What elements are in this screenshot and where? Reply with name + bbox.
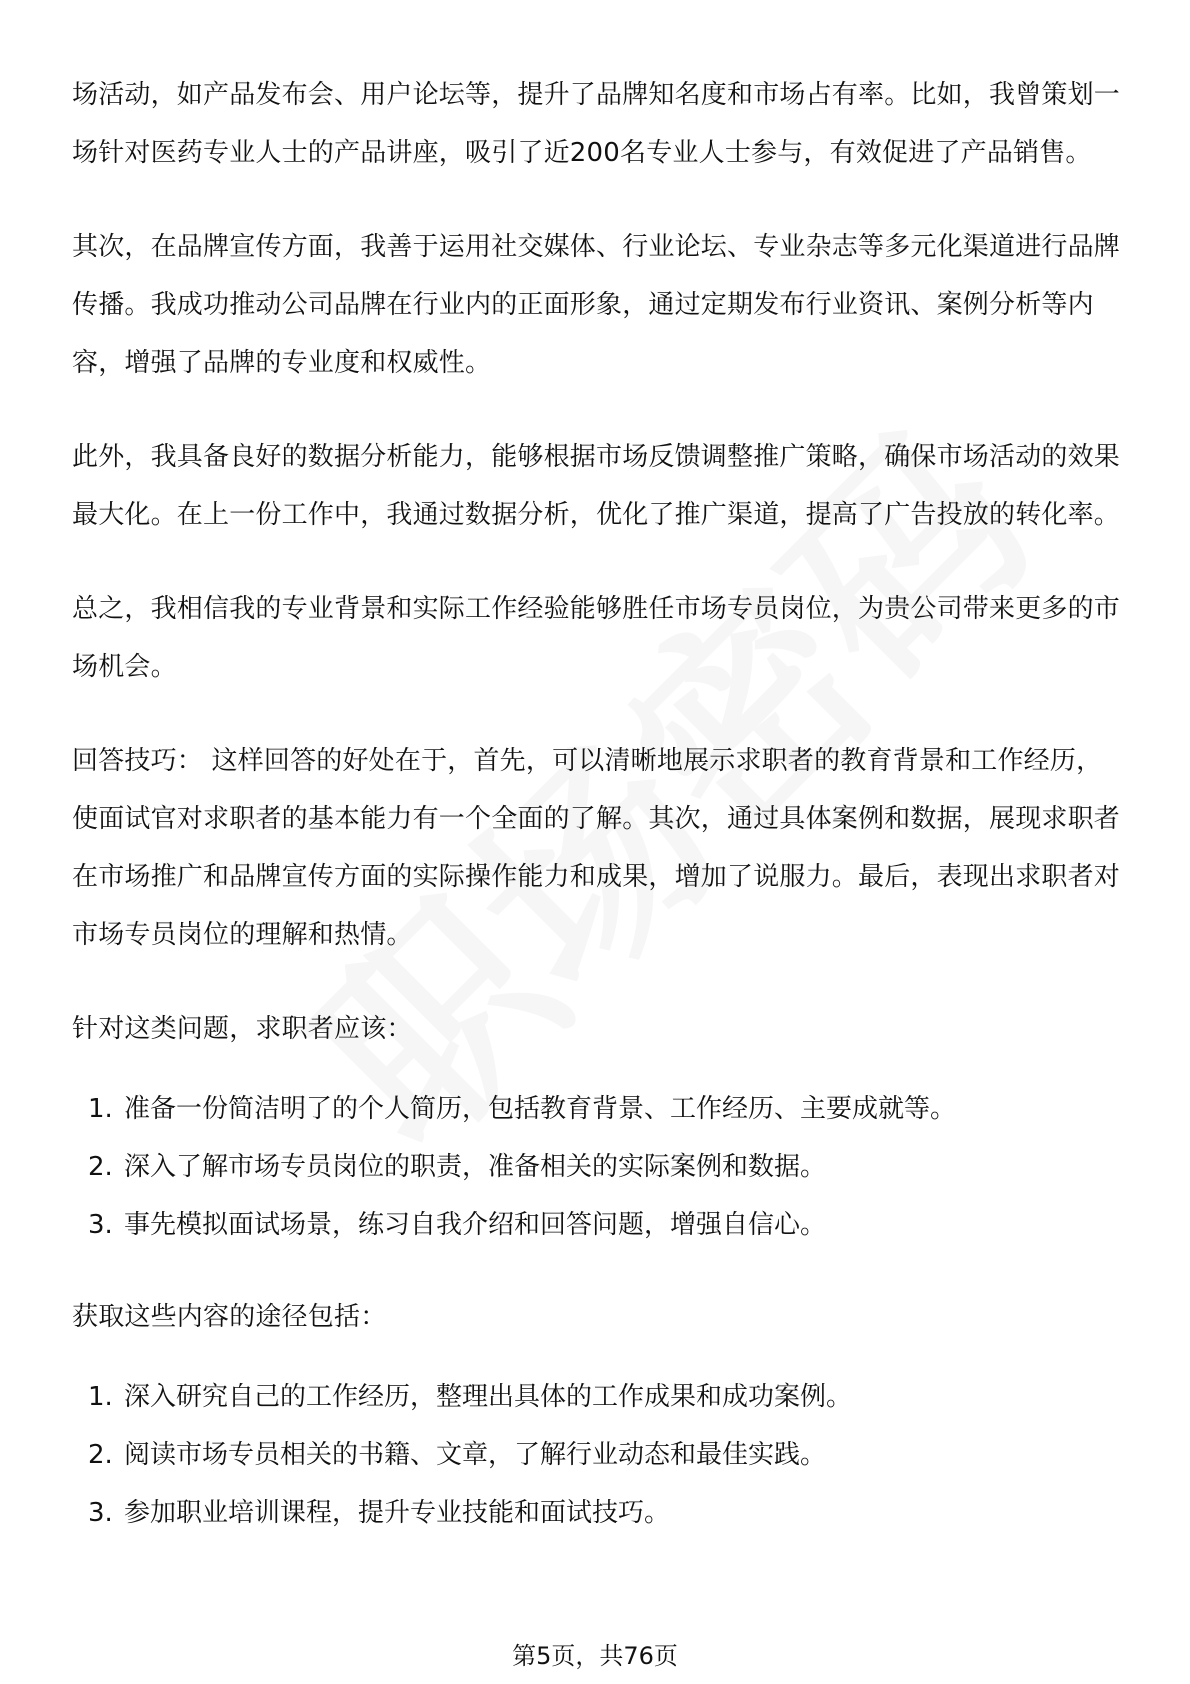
list-item-text: 参加职业培训课程，提升专业技能和面试技巧。 [124, 1498, 671, 1528]
paragraph: 场活动，如产品发布会、用户论坛等，提升了品牌知名度和市场占有率。比如，我曾策划一场针对医药专业人士的产品讲座，吸引了近200名专业人士参与，有效促进了产品销售。 [72, 80, 1121, 168]
list-item-text: 深入了解市场专员岗位的职责，准备相关的实际案例和数据。 [124, 1152, 827, 1182]
sources-list [72, 1368, 1122, 1542]
list-item [72, 1196, 1122, 1254]
paragraph: 此外，我具备良好的数据分析能力，能够根据市场反馈调整推广策略，确保市场活动的效果最大化。在上一份工作中，我通过数据分析，优化了推广渠道，提高了广告投放的转化率。 [72, 442, 1121, 530]
page-body [72, 66, 1122, 1576]
list-item-text: 准备一份简洁明了的个人简历，包括教育背景、工作经历、主要成就等。 [124, 1094, 957, 1124]
advice-list [72, 1080, 1122, 1254]
list-item [72, 1426, 1122, 1484]
list-item-text: 阅读市场专员相关的书籍、文章，了解行业动态和最佳实践。 [124, 1440, 827, 1470]
paragraph: 其次，在品牌宣传方面，我善于运用社交媒体、行业论坛、专业杂志等多元化渠道进行品牌传播。我成功推动公司品牌在行业内的正面形象，通过定期发布行业资讯、案例分析等内容，增强了品牌的专业度和权威性。 [72, 232, 1121, 378]
list-item-number: 1. [88, 1094, 113, 1124]
page-number-footer: 第5页，共76页 [512, 1642, 678, 1670]
list-item-number: 3. [88, 1210, 113, 1240]
list-item-number: 3. [88, 1498, 113, 1528]
paragraph: 总之，我相信我的专业背景和实际工作经验能够胜任市场专员岗位，为贵公司带来更多的市场机会。 [72, 594, 1121, 682]
list-item [72, 1484, 1122, 1542]
list-item-text: 事先模拟面试场景，练习自我介绍和回答问题，增强自信心。 [124, 1210, 827, 1240]
list-item-text: 深入研究自己的工作经历，整理出具体的工作成果和成功案例。 [124, 1382, 853, 1412]
list-item-number: 1. [88, 1382, 113, 1412]
tips-paragraph: 回答技巧： 这样回答的好处在于，首先，可以清晰地展示求职者的教育背景和工作经历，使面试官对求职者的基本能力有一个全面的了解。其次，通过具体案例和数据，展现求职者在市场推广和品牌宣传方面的实际操作能力和成果，增加了说服力。最后，表现出求职者对市场专员岗位的理解和热情。 [72, 746, 1121, 950]
list-item [72, 1138, 1122, 1196]
list-item-number: 2. [88, 1440, 113, 1470]
list-item-number: 2. [88, 1152, 113, 1182]
section-heading-sources: 获取这些内容的途径包括： [72, 1302, 387, 1332]
list-item [72, 1080, 1122, 1138]
list-item [72, 1368, 1122, 1426]
section-heading-advice: 针对这类问题，求职者应该： [72, 1014, 413, 1044]
